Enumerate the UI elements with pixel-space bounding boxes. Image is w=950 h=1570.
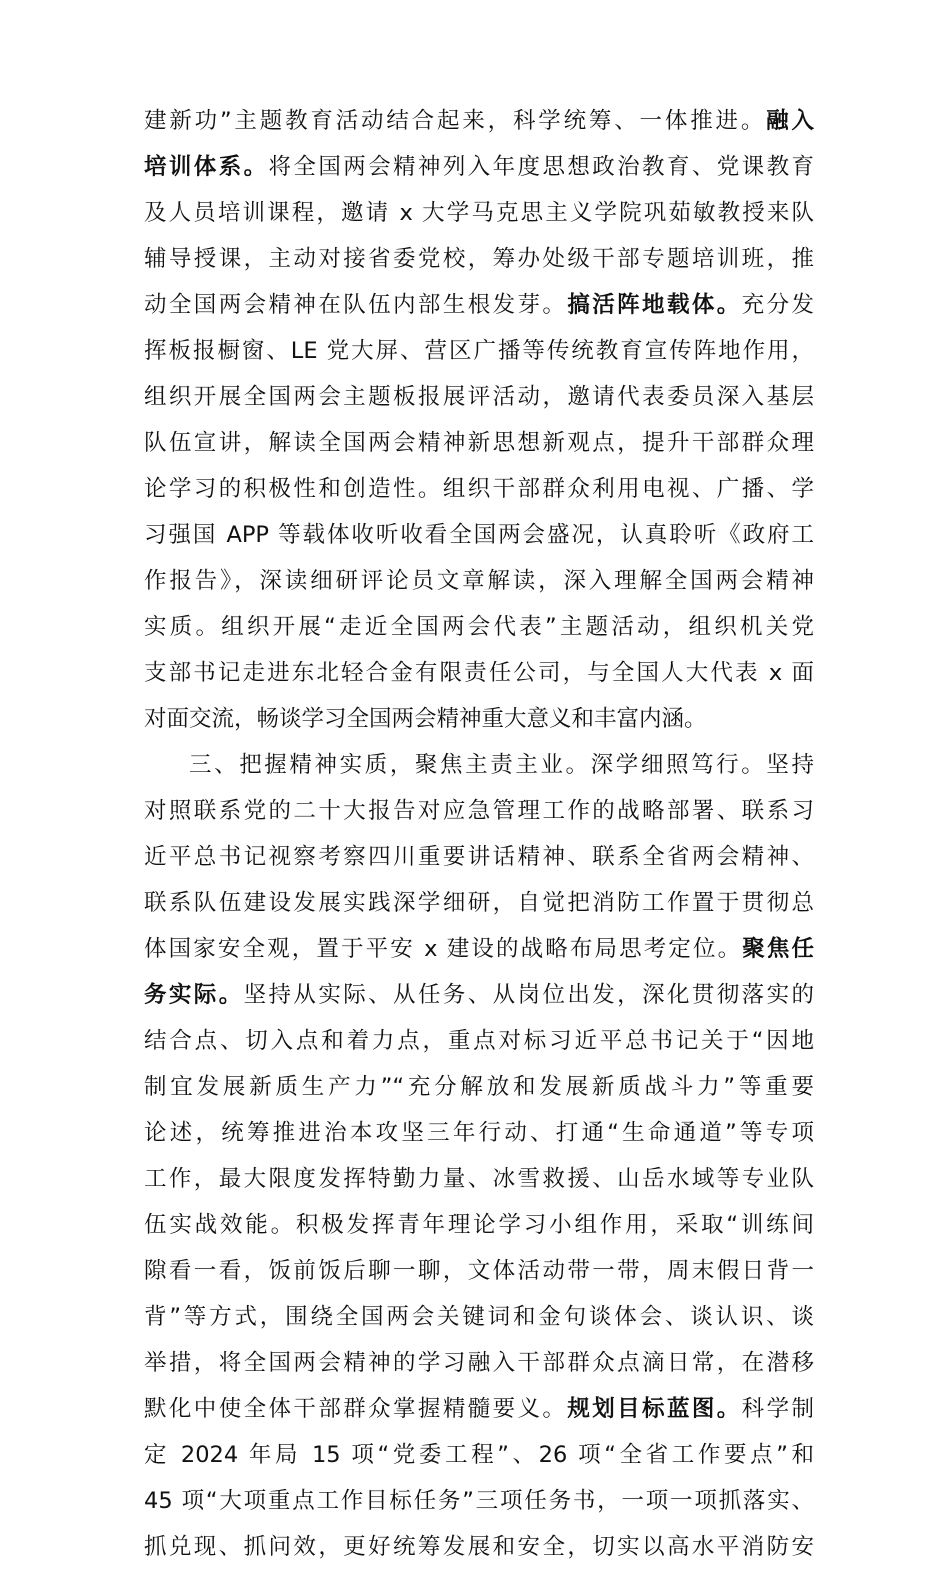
bold-heading-text: 务实际。 xyxy=(144,982,244,1008)
text-line xyxy=(144,282,814,328)
text-line xyxy=(144,972,814,1018)
text-segment: 伍实战效能。积极发挥青年理论学习小组作用，采取“训练间 xyxy=(144,1212,814,1238)
text-line xyxy=(144,834,814,880)
text-line xyxy=(144,236,814,282)
text-segment: 组织开展全国两会主题板报展评活动，邀请代表委员深入基层 xyxy=(144,384,814,410)
text-line xyxy=(144,1340,814,1386)
text-segment: 论述，统筹推进治本攻坚三年行动、打通“生命通道”等专项 xyxy=(144,1120,814,1146)
text-segment: 对面交流，畅谈学习全国两会精神重大意义和丰富内涵。 xyxy=(144,706,707,732)
text-segment: 充分发 xyxy=(741,292,814,318)
text-segment: 体国家安全观，置于平安 x 建设的战略布局思考定位。 xyxy=(144,936,743,962)
text-line xyxy=(144,1064,814,1110)
body-text xyxy=(144,98,814,1570)
text-segment: 动全国两会精神在队伍内部生根发芽。 xyxy=(144,292,568,318)
bold-heading-text: 融入 xyxy=(766,108,814,134)
text-segment: 实质。组织开展“走近全国两会代表”主题活动，组织机关党 xyxy=(144,614,814,640)
text-line xyxy=(144,926,814,972)
text-line xyxy=(144,1432,814,1478)
text-line xyxy=(144,880,814,926)
text-segment: 建新功”主题教育活动结合起来，科学统筹、一体推进。 xyxy=(144,108,767,134)
bold-heading-text: 规划目标蓝图。 xyxy=(567,1396,742,1422)
text-segment: 45 项“大项重点工作目标任务”三项任务书，一项一项抓落实、 xyxy=(144,1488,814,1514)
text-line xyxy=(144,1386,814,1432)
text-line xyxy=(144,190,814,236)
text-line xyxy=(144,1156,814,1202)
text-segment: 默化中使全体干部群众掌握精髓要义。 xyxy=(144,1396,568,1422)
text-segment: 作报告》，深读细研评论员文章解读，深入理解全国两会精神 xyxy=(144,568,814,594)
text-segment: 结合点、切入点和着力点，重点对标习近平总书记关于“因地 xyxy=(144,1028,814,1054)
text-line xyxy=(144,466,814,512)
text-segment: 举措，将全国两会精神的学习融入干部群众点滴日常，在潜移 xyxy=(144,1350,814,1376)
text-line xyxy=(144,144,814,190)
text-segment: 近平总书记视察考察四川重要讲话精神、联系全省两会精神、 xyxy=(144,844,814,870)
bold-heading-text: 搞活阵地载体。 xyxy=(567,292,742,318)
text-segment: 对照联系党的二十大报告对应急管理工作的战略部署、联系习 xyxy=(144,798,814,824)
text-line xyxy=(144,1524,814,1570)
text-line xyxy=(144,650,814,696)
text-line xyxy=(144,374,814,420)
text-segment: 及人员培训课程，邀请 x 大学马克思主义学院巩茹敏教授来队 xyxy=(144,200,814,226)
text-segment: 制宜发展新质生产力”“充分解放和发展新质战斗力”等重要 xyxy=(144,1074,814,1100)
text-segment: 科学制 xyxy=(741,1396,814,1422)
text-segment: 队伍宣讲，解读全国两会精神新思想新观点，提升干部群众理 xyxy=(144,430,814,456)
bold-heading-text: 聚焦任 xyxy=(742,936,814,962)
text-line xyxy=(144,1478,814,1524)
text-segment: 隙看一看，饭前饭后聊一聊，文体活动带一带，周末假日背一 xyxy=(144,1258,814,1284)
text-line xyxy=(144,742,814,788)
text-segment: 将全国两会精神列入年度思想政治教育、党课教育 xyxy=(268,154,814,180)
text-line xyxy=(144,98,814,144)
text-segment: 支部书记走进东北轻合金有限责任公司，与全国人大代表 x 面 xyxy=(144,660,814,686)
text-segment: 背”等方式，围绕全国两会关键词和金句谈体会、谈认识、谈 xyxy=(144,1304,814,1330)
text-segment: 联系队伍建设发展实践深学细研，自觉把消防工作置于贯彻总 xyxy=(144,890,814,916)
text-line xyxy=(144,1018,814,1064)
text-line xyxy=(144,604,814,650)
text-segment: 三、把握精神实质，聚焦主责主业。深学细照笃行。坚持 xyxy=(189,752,814,778)
text-segment: 抓兑现、抓问效，更好统筹发展和安全，切实以高水平消防安 xyxy=(144,1534,814,1560)
text-segment: 定 2024 年局 15 项“党委工程”、26 项“全省工作要点”和 xyxy=(144,1442,814,1468)
text-segment: 工作，最大限度发挥特勤力量、冰雪救援、山岳水域等专业队 xyxy=(144,1166,814,1192)
text-line xyxy=(144,1294,814,1340)
text-line xyxy=(144,1248,814,1294)
text-line xyxy=(144,558,814,604)
text-segment: 论学习的积极性和创造性。组织干部群众利用电视、广播、学 xyxy=(144,476,814,502)
text-line xyxy=(144,1110,814,1156)
text-line xyxy=(144,696,814,742)
text-segment: 坚持从实际、从任务、从岗位出发，深化贯彻落实的 xyxy=(243,982,814,1008)
text-line xyxy=(144,420,814,466)
text-line xyxy=(144,1202,814,1248)
bold-heading-text: 培训体系。 xyxy=(144,154,269,180)
text-segment: 习强国 APP 等载体收听收看全国两会盛况，认真聆听《政府工 xyxy=(144,522,814,548)
text-line xyxy=(144,328,814,374)
text-line xyxy=(144,788,814,834)
text-segment: 挥板报橱窗、LE 党大屏、营区广播等传统教育宣传阵地作用， xyxy=(144,338,814,364)
text-line xyxy=(144,512,814,558)
text-segment: 辅导授课，主动对接省委党校，筹办处级干部专题培训班，推 xyxy=(144,246,814,272)
